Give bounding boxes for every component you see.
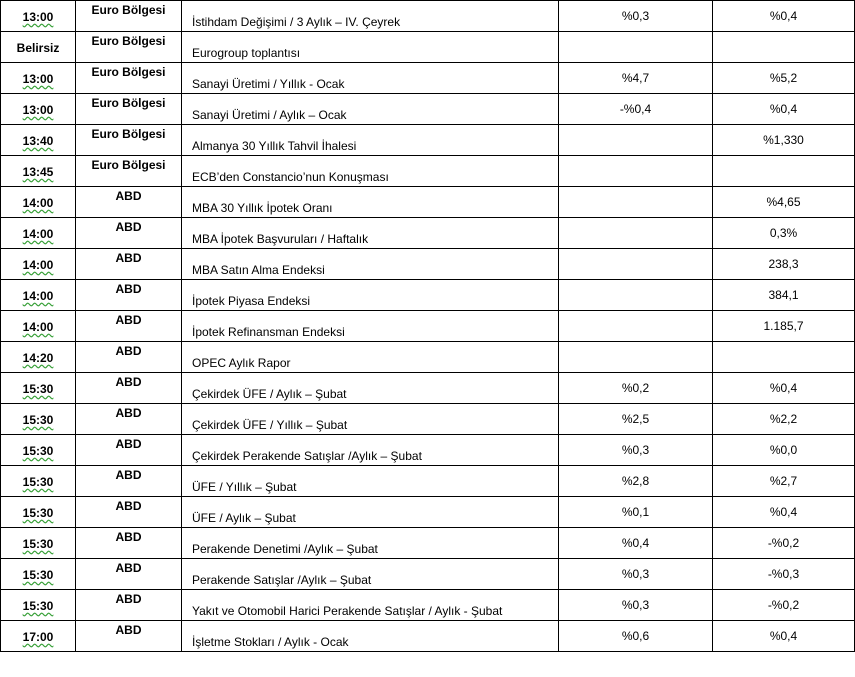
time-cell: [1, 63, 76, 94]
event-cell: Çekirdek ÜFE / Yıllık – Şubat: [182, 404, 559, 435]
region-cell: ABD: [76, 435, 182, 466]
forecast-cell: %0,6: [559, 621, 713, 652]
time-text: Belirsiz: [16, 41, 60, 55]
forecast-cell: %4,7: [559, 63, 713, 94]
time-text: 15:30: [22, 568, 54, 582]
event-cell: Almanya 30 Yıllık Tahvil İhalesi: [182, 125, 559, 156]
forecast-cell: %0,3: [559, 590, 713, 621]
table-row: [1, 156, 855, 187]
time-text: 14:00: [22, 258, 54, 272]
table-row: [1, 435, 855, 466]
previous-cell: %5,2: [713, 63, 855, 94]
time-text: 13:00: [22, 72, 54, 86]
calendar-body: [1, 1, 855, 652]
previous-cell: -%0,2: [713, 528, 855, 559]
forecast-cell: %0,4: [559, 528, 713, 559]
forecast-cell: %0,3: [559, 559, 713, 590]
forecast-cell: -%0,4: [559, 94, 713, 125]
region-cell: ABD: [76, 528, 182, 559]
forecast-cell: %0,1: [559, 497, 713, 528]
region-cell: Euro Bölgesi: [76, 94, 182, 125]
table-row: [1, 94, 855, 125]
table-row: [1, 497, 855, 528]
forecast-cell: [559, 280, 713, 311]
forecast-cell: %0,3: [559, 435, 713, 466]
time-text: 14:00: [22, 227, 54, 241]
time-text: 13:40: [22, 134, 54, 148]
time-cell: [1, 404, 76, 435]
previous-cell: %0,4: [713, 621, 855, 652]
previous-cell: %2,2: [713, 404, 855, 435]
table-row: [1, 32, 855, 63]
table-row: [1, 342, 855, 373]
time-cell: [1, 466, 76, 497]
forecast-cell: [559, 32, 713, 63]
region-cell: ABD: [76, 342, 182, 373]
time-cell: [1, 187, 76, 218]
table-row: [1, 249, 855, 280]
time-cell: [1, 156, 76, 187]
table-row: [1, 311, 855, 342]
time-text: 14:00: [22, 289, 54, 303]
time-cell: [1, 32, 76, 63]
previous-cell: %0,4: [713, 94, 855, 125]
event-cell: Sanayi Üretimi / Yıllık - Ocak: [182, 63, 559, 94]
forecast-cell: [559, 311, 713, 342]
time-text: 15:30: [22, 599, 54, 613]
time-text: 15:30: [22, 475, 54, 489]
previous-cell: -%0,3: [713, 559, 855, 590]
table-row: [1, 404, 855, 435]
region-cell: ABD: [76, 187, 182, 218]
time-cell: [1, 435, 76, 466]
event-cell: Sanayi Üretimi / Aylık – Ocak: [182, 94, 559, 125]
event-cell: İpotek Piyasa Endeksi: [182, 280, 559, 311]
region-cell: ABD: [76, 559, 182, 590]
event-cell: İşletme Stokları / Aylık - Ocak: [182, 621, 559, 652]
time-cell: [1, 125, 76, 156]
previous-cell: %1,330: [713, 125, 855, 156]
time-text: 14:00: [22, 320, 54, 334]
previous-cell: %0,0: [713, 435, 855, 466]
table-row: [1, 125, 855, 156]
previous-cell: 0,3%: [713, 218, 855, 249]
time-text: 17:00: [22, 630, 54, 644]
time-text: 14:20: [22, 351, 54, 365]
table-row: [1, 621, 855, 652]
table-row: [1, 590, 855, 621]
forecast-cell: [559, 249, 713, 280]
table-row: [1, 187, 855, 218]
event-cell: İstihdam Değişimi / 3 Aylık – IV. Çeyrek: [182, 1, 559, 32]
previous-cell: [713, 342, 855, 373]
forecast-cell: [559, 187, 713, 218]
event-cell: MBA Satın Alma Endeksi: [182, 249, 559, 280]
previous-cell: %4,65: [713, 187, 855, 218]
time-text: 13:45: [22, 165, 54, 179]
time-cell: [1, 1, 76, 32]
time-cell: [1, 94, 76, 125]
event-cell: MBA İpotek Başvuruları / Haftalık: [182, 218, 559, 249]
region-cell: Euro Bölgesi: [76, 32, 182, 63]
time-text: 15:30: [22, 382, 54, 396]
event-cell: İpotek Refinansman Endeksi: [182, 311, 559, 342]
table-row: [1, 63, 855, 94]
event-cell: Perakende Satışlar /Aylık – Şubat: [182, 559, 559, 590]
region-cell: ABD: [76, 590, 182, 621]
time-text: 15:30: [22, 444, 54, 458]
region-cell: Euro Bölgesi: [76, 63, 182, 94]
table-row: [1, 466, 855, 497]
region-cell: ABD: [76, 466, 182, 497]
region-cell: ABD: [76, 249, 182, 280]
region-cell: ABD: [76, 373, 182, 404]
event-cell: MBA 30 Yıllık İpotek Oranı: [182, 187, 559, 218]
previous-cell: 238,3: [713, 249, 855, 280]
previous-cell: %0,4: [713, 373, 855, 404]
previous-cell: [713, 156, 855, 187]
region-cell: ABD: [76, 311, 182, 342]
time-cell: [1, 373, 76, 404]
forecast-cell: [559, 125, 713, 156]
previous-cell: %0,4: [713, 497, 855, 528]
time-cell: [1, 342, 76, 373]
event-cell: OPEC Aylık Rapor: [182, 342, 559, 373]
event-cell: ECB’den Constancio’nun Konuşması: [182, 156, 559, 187]
forecast-cell: [559, 156, 713, 187]
region-cell: ABD: [76, 497, 182, 528]
time-text: 15:30: [22, 506, 54, 520]
event-cell: ÜFE / Aylık – Şubat: [182, 497, 559, 528]
previous-cell: %2,7: [713, 466, 855, 497]
previous-cell: -%0,2: [713, 590, 855, 621]
event-cell: Perakende Denetimi /Aylık – Şubat: [182, 528, 559, 559]
event-cell: Eurogroup toplantısı: [182, 32, 559, 63]
region-cell: ABD: [76, 404, 182, 435]
table-row: [1, 1, 855, 32]
region-cell: ABD: [76, 218, 182, 249]
event-cell: Yakıt ve Otomobil Harici Perakende Satışlar / Aylık - Şubat: [182, 590, 559, 621]
forecast-cell: %0,3: [559, 1, 713, 32]
table-row: [1, 218, 855, 249]
time-cell: [1, 218, 76, 249]
time-cell: [1, 280, 76, 311]
forecast-cell: %0,2: [559, 373, 713, 404]
forecast-cell: %2,5: [559, 404, 713, 435]
previous-cell: [713, 32, 855, 63]
time-cell: [1, 590, 76, 621]
time-cell: [1, 528, 76, 559]
event-cell: Çekirdek ÜFE / Aylık – Şubat: [182, 373, 559, 404]
time-cell: [1, 559, 76, 590]
time-cell: [1, 621, 76, 652]
previous-cell: 1.185,7: [713, 311, 855, 342]
previous-cell: 384,1: [713, 280, 855, 311]
region-cell: Euro Bölgesi: [76, 125, 182, 156]
region-cell: ABD: [76, 621, 182, 652]
time-text: 15:30: [22, 537, 54, 551]
time-text: 13:00: [22, 103, 54, 117]
time-text: 15:30: [22, 413, 54, 427]
region-cell: Euro Bölgesi: [76, 156, 182, 187]
forecast-cell: %2,8: [559, 466, 713, 497]
time-cell: [1, 311, 76, 342]
event-cell: ÜFE / Yıllık – Şubat: [182, 466, 559, 497]
time-cell: [1, 249, 76, 280]
time-cell: [1, 497, 76, 528]
table-row: [1, 280, 855, 311]
previous-cell: %0,4: [713, 1, 855, 32]
forecast-cell: [559, 218, 713, 249]
table-row: [1, 528, 855, 559]
time-text: 13:00: [22, 10, 54, 24]
table-row: [1, 559, 855, 590]
region-cell: Euro Bölgesi: [76, 1, 182, 32]
table-row: [1, 373, 855, 404]
forecast-cell: [559, 342, 713, 373]
time-text: 14:00: [22, 196, 54, 210]
event-cell: Çekirdek Perakende Satışlar /Aylık – Şubat: [182, 435, 559, 466]
region-cell: ABD: [76, 280, 182, 311]
